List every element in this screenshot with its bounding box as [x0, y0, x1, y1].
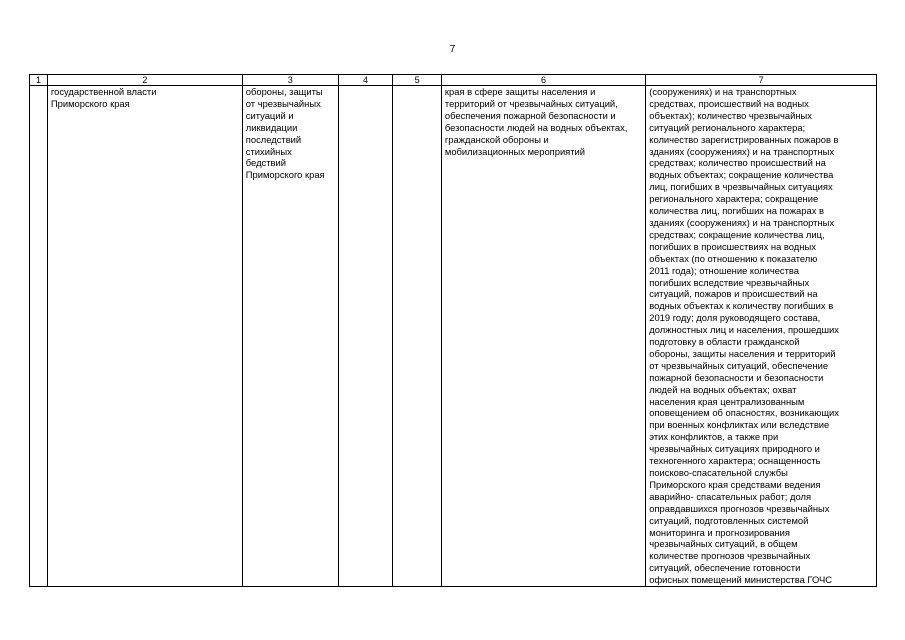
- column-header-6: 6: [441, 75, 645, 86]
- cell-col4: [338, 86, 393, 587]
- table-header-row: [30, 75, 877, 86]
- cell-col7-text: (сооружениях) и на транспортных средствах, происшествий на водных объектах); количество чрезвычайных ситуаций регионального характера; количество зарегистрированных пожаров в зданиях (сооружениях) и на транспортных средствах; количество происшествий на водных объектах; сокращение количества лиц, погибших в чрезвычайных ситуациях регионального характера; сокращение количества лиц, погибших на пожарах в зданиях (сооружениях) и на транспортных средствах; сокращение количества лиц, погибших в происшествиях на водных объектах (по отношению к показателю 2011 года); отношение количества погибших вследствие чрезвычайных ситуаций, пожаров и происшествий на водных объектах к количеству погибших в 2019 году; доля руководящего состава, должностных лиц и населения, прошедших подготовку в области гражданской обороны, защиты населения и территорий от чрезвычайных ситуаций, обеспечение пожарной безопасности и безопасности людей на водных объектах; охват населения края централизованным оповещением об опасностях, возникающих при военных конфликтах или вследствие этих конфликтов, а также при чрезвычайных ситуациях природного и техногенного характера; оснащенность поисково-спасательной службы Приморского края средствами ведения аварийно- спасательных работ; доля оправдавшихся прогнозов чрезвычайных ситуаций, подготовленных системой мониторинга и прогнозирования чрезвычайных ситуаций, в общем количестве прогнозов чрезвычайных ситуаций, обеспечение готовности офисных помещений министерства ГОЧС: [649, 86, 839, 586]
- data-table: [29, 74, 877, 587]
- column-header-2: 2: [47, 75, 242, 86]
- page-number: 7: [449, 44, 456, 55]
- cell-col1: [30, 86, 48, 587]
- cell-col5: [393, 86, 441, 587]
- cell-col2-text: государственной власти Приморского края: [50, 86, 157, 109]
- column-header-5: 5: [393, 75, 441, 86]
- cell-col3-text: обороны, защиты от чрезвычайных ситуаций и ликвидации последствий стихийных бедствий Приморского края: [245, 86, 325, 181]
- column-header-4: 4: [338, 75, 393, 86]
- table-row: [30, 86, 877, 587]
- column-header-3: 3: [242, 75, 338, 86]
- column-header-1: 1: [30, 75, 48, 86]
- cell-col6-text: края в сфере защиты населения и территорий от чрезвычайных ситуаций, обеспечения пожарной безопасности и безопасности людей на водных объектах, гражданской обороны и мобилизационных мероприятий: [444, 86, 628, 157]
- cell-col6: [441, 86, 645, 587]
- cell-col3: [242, 86, 338, 587]
- column-header-7: 7: [646, 75, 877, 86]
- cell-col7: [646, 86, 877, 587]
- cell-col2: [47, 86, 242, 587]
